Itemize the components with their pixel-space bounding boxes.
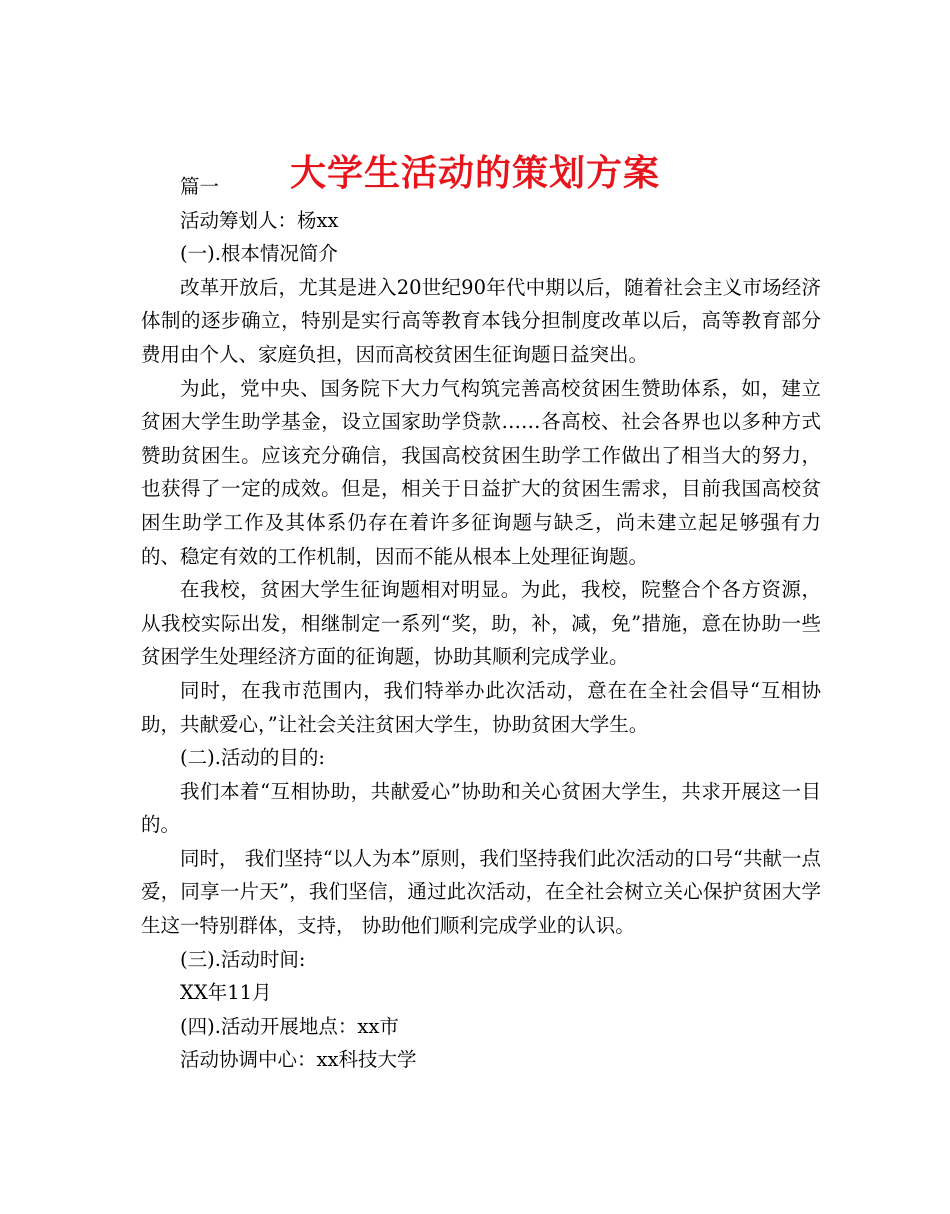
document-title: 大学生活动的策划方案 xyxy=(289,153,660,195)
paragraph: 同时，在我市范围内，我们特举办此次活动，意在在全社会倡导“互相协助，共献爱心，”让社会关注贫困大学生，协助贫困大学生。 xyxy=(141,678,821,736)
heading-location: (四).活动开展地点：xx市 xyxy=(180,1014,399,1038)
coordination-center: 活动协调中心：xx科技大学 xyxy=(180,1048,417,1072)
paragraph: 在我校，贫困大学生征询题相对明显。为此，我校，院整合个各方资源，从我校实际出发，相继制定一系列“奖，助，补，减，免”措施，意在协助一些贫困学生处理经济方面的征询题，协助其顺利完成学业。 xyxy=(141,578,821,669)
heading-time: (三).活动时间: xyxy=(180,947,306,971)
time-value: XX年11月 xyxy=(180,981,272,1005)
paragraph: 为此，党中央、国务院下大力气构筑完善高校贫困生赞助体系，如，建立贫困大学生助学基金，设立国家助学贷款……各高校、社会各界也以多种方式赞助贫困生。应该充分确信，我国高校贫困生助学工作做出了相当大的努力，也获得了一定的成效。但是，相关于日益扩大的贫困生需求，目前我国高校贫困生助学工作及其体系仍存在着许多征询题与缺乏，尚未建立起足够强有力的、稳定有效的工作机制，因而不能从根本上处理征询题。 xyxy=(141,376,821,568)
planner-line: 活动筹划人：杨xx xyxy=(180,208,339,232)
heading-purpose: (二).活动的目的: xyxy=(180,746,325,770)
section-label: 篇一 xyxy=(180,175,220,198)
document-body xyxy=(141,170,821,1077)
heading-basic-situation: (一).根本情况简介 xyxy=(180,242,338,266)
paragraph: 我们本着“互相协助，共献爱心”协助和关心贫困大学生，共求开展这一目的。 xyxy=(141,779,821,837)
paragraph: 同时， 我们坚持“以人为本”原则，我们坚持我们此次活动的口号“共献一点爱，同享一片天”，我们坚信，通过此次活动，在全社会树立关心保护贫困大学生这一特别群体，支持， 协助他们顺利完成学业的认识。 xyxy=(141,846,821,938)
paragraph: 改革开放后，尤其是进入20世纪90年代中期以后，随着社会主义市场经济体制的逐步确立，特别是实行高等教育本钱分担制度改革以后，高等教育部分费用由个人、家庭负担，因而高校贫困生征询题日益突出。 xyxy=(141,275,821,366)
